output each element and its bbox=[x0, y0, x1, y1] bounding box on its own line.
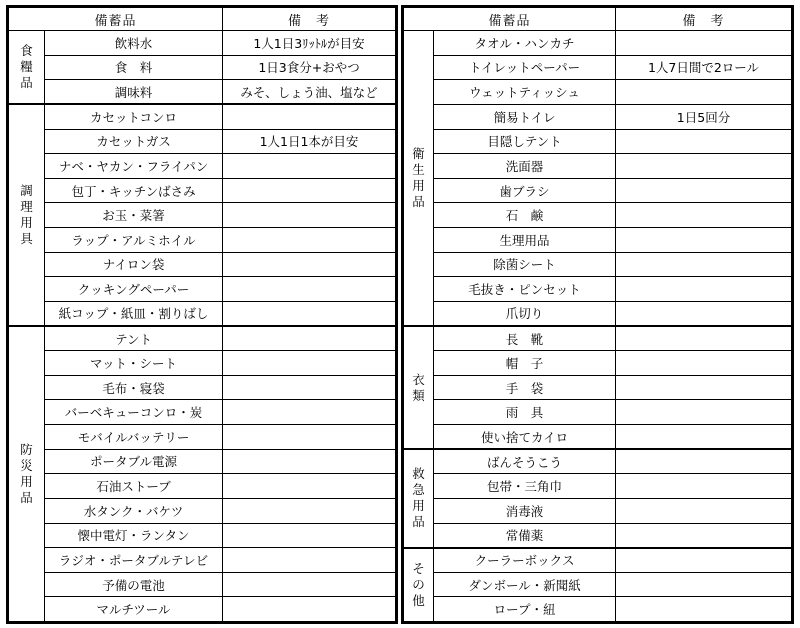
note-cell bbox=[223, 104, 396, 129]
table-row bbox=[9, 178, 396, 203]
table-row bbox=[9, 425, 396, 450]
table-row bbox=[404, 597, 792, 622]
table-row bbox=[404, 252, 792, 277]
left-table-panel bbox=[6, 5, 398, 624]
table-row bbox=[9, 154, 396, 179]
note-cell bbox=[616, 597, 792, 622]
note-cell bbox=[223, 301, 396, 326]
item-cell: ポータブル電源 bbox=[45, 449, 223, 474]
category-cell bbox=[404, 548, 434, 622]
item-cell: 使い捨てカイロ bbox=[434, 425, 616, 450]
table-row bbox=[9, 449, 396, 474]
item-cell: モバイルバッテリー bbox=[45, 425, 223, 450]
table-row bbox=[404, 523, 792, 548]
table-row bbox=[9, 548, 396, 573]
item-cell: 包丁・キッチンばさみ bbox=[45, 178, 223, 203]
note-cell bbox=[616, 277, 792, 302]
category-cell bbox=[404, 31, 434, 327]
table-row bbox=[404, 104, 792, 129]
category-cell bbox=[9, 31, 45, 105]
table-row bbox=[9, 400, 396, 425]
note-cell: 1人7日間で2ロール bbox=[616, 55, 792, 80]
note-cell bbox=[616, 252, 792, 277]
note-cell bbox=[616, 351, 792, 376]
category-label: 防災用品 bbox=[20, 442, 33, 505]
note-cell bbox=[616, 375, 792, 400]
note-cell bbox=[616, 301, 792, 326]
note-cell: みそ、しょう油、塩など bbox=[223, 80, 396, 105]
item-cell: 食 料 bbox=[45, 55, 223, 80]
table-row bbox=[9, 572, 396, 597]
item-cell: ナイロン袋 bbox=[45, 252, 223, 277]
table-row bbox=[9, 55, 396, 80]
left-table-body bbox=[9, 31, 396, 622]
category-label: 調理用具 bbox=[20, 183, 33, 247]
category-cell bbox=[404, 449, 434, 548]
table-row bbox=[404, 129, 792, 154]
item-cell: 石 鹸 bbox=[434, 203, 616, 228]
item-cell: クッキングペーパー bbox=[45, 277, 223, 302]
note-cell bbox=[223, 400, 396, 425]
note-cell bbox=[616, 498, 792, 523]
item-cell: マット・シート bbox=[45, 351, 223, 376]
item-cell: 目隠しテント bbox=[434, 129, 616, 154]
item-cell: カセットガス bbox=[45, 129, 223, 154]
note-cell bbox=[223, 178, 396, 203]
item-cell: 常備薬 bbox=[434, 523, 616, 548]
table-row bbox=[9, 351, 396, 376]
table-row bbox=[404, 55, 792, 80]
item-cell: 爪切り bbox=[434, 301, 616, 326]
item-cell: お玉・菜箸 bbox=[45, 203, 223, 228]
table-row bbox=[9, 326, 396, 351]
note-cell bbox=[616, 129, 792, 154]
item-cell: 調味料 bbox=[45, 80, 223, 105]
note-cell bbox=[616, 80, 792, 105]
left-header-item: 備蓄品 bbox=[9, 8, 223, 31]
table-row bbox=[404, 572, 792, 597]
table-row bbox=[404, 178, 792, 203]
note-cell bbox=[223, 572, 396, 597]
table-row bbox=[404, 31, 792, 56]
item-cell: ラップ・アルミホイル bbox=[45, 228, 223, 253]
left-header-note: 備 考 bbox=[223, 8, 396, 31]
table-row bbox=[404, 301, 792, 326]
table-row bbox=[9, 498, 396, 523]
category-cell bbox=[9, 104, 45, 326]
table-row bbox=[404, 228, 792, 253]
item-cell: ダンボール・新聞紙 bbox=[434, 572, 616, 597]
table-row bbox=[404, 277, 792, 302]
note-cell bbox=[223, 154, 396, 179]
item-cell: 飲料水 bbox=[45, 31, 223, 56]
note-cell: 1人1日3ﾘｯﾄﾙが目安 bbox=[223, 31, 396, 56]
table-row bbox=[404, 326, 792, 351]
note-cell bbox=[616, 326, 792, 351]
note-cell bbox=[223, 548, 396, 573]
table-row bbox=[404, 400, 792, 425]
item-cell: 予備の電池 bbox=[45, 572, 223, 597]
note-cell bbox=[223, 326, 396, 351]
item-cell: ばんそうこう bbox=[434, 449, 616, 474]
item-cell: ラジオ・ポータブルテレビ bbox=[45, 548, 223, 573]
table-row bbox=[404, 548, 792, 573]
item-cell: クーラーボックス bbox=[434, 548, 616, 573]
item-cell: 歯ブラシ bbox=[434, 178, 616, 203]
table-row bbox=[9, 203, 396, 228]
note-cell bbox=[616, 449, 792, 474]
right-header-note: 備 考 bbox=[616, 8, 792, 31]
note-cell bbox=[223, 474, 396, 499]
note-cell bbox=[616, 548, 792, 573]
note-cell bbox=[616, 400, 792, 425]
item-cell: 雨 具 bbox=[434, 400, 616, 425]
item-cell: マルチツール bbox=[45, 597, 223, 622]
category-label: 衣類 bbox=[412, 371, 425, 403]
item-cell: 毛抜き・ピンセット bbox=[434, 277, 616, 302]
note-cell bbox=[223, 597, 396, 622]
note-cell bbox=[223, 498, 396, 523]
item-cell: 水タンク・バケツ bbox=[45, 498, 223, 523]
note-cell bbox=[616, 572, 792, 597]
item-cell: ウェットティッシュ bbox=[434, 80, 616, 105]
item-cell: 生理用品 bbox=[434, 228, 616, 253]
category-cell bbox=[404, 326, 434, 449]
item-cell: バーベキューコンロ・炭 bbox=[45, 400, 223, 425]
item-cell: タオル・ハンカチ bbox=[434, 31, 616, 56]
item-cell: 除菌シート bbox=[434, 252, 616, 277]
table-row bbox=[9, 597, 396, 622]
table-row bbox=[9, 474, 396, 499]
note-cell bbox=[223, 277, 396, 302]
note-cell bbox=[616, 523, 792, 548]
item-cell: 懐中電灯・ランタン bbox=[45, 523, 223, 548]
note-cell: 1日5回分 bbox=[616, 104, 792, 129]
table-row bbox=[9, 301, 396, 326]
item-cell: テント bbox=[45, 326, 223, 351]
table-row bbox=[9, 104, 396, 129]
table-row bbox=[9, 228, 396, 253]
right-header-item: 備蓄品 bbox=[404, 8, 616, 31]
category-label: 救急用品 bbox=[412, 466, 425, 530]
note-cell bbox=[223, 523, 396, 548]
table-row bbox=[404, 375, 792, 400]
left-table bbox=[8, 7, 396, 622]
table-row bbox=[404, 154, 792, 179]
note-cell: 1人1日1本が目安 bbox=[223, 129, 396, 154]
table-row bbox=[9, 31, 396, 56]
table-row bbox=[404, 474, 792, 499]
table-row bbox=[404, 449, 792, 474]
table-row bbox=[9, 277, 396, 302]
table-row bbox=[9, 523, 396, 548]
right-table-body bbox=[404, 31, 792, 622]
note-cell bbox=[223, 425, 396, 450]
note-cell bbox=[616, 178, 792, 203]
table-row bbox=[9, 375, 396, 400]
note-cell bbox=[223, 228, 396, 253]
table-row bbox=[404, 203, 792, 228]
item-cell: 紙コップ・紙皿・割りばし bbox=[45, 301, 223, 326]
left-header-row bbox=[9, 8, 396, 31]
note-cell bbox=[223, 351, 396, 376]
item-cell: 長 靴 bbox=[434, 326, 616, 351]
right-header-row bbox=[404, 8, 792, 31]
item-cell: 石油ストーブ bbox=[45, 474, 223, 499]
table-row bbox=[404, 351, 792, 376]
right-table bbox=[403, 7, 792, 622]
item-cell: ロープ・紐 bbox=[434, 597, 616, 622]
table-row bbox=[404, 498, 792, 523]
note-cell bbox=[616, 203, 792, 228]
item-cell: トイレットペーパー bbox=[434, 55, 616, 80]
item-cell: 簡易トイレ bbox=[434, 104, 616, 129]
category-label: その他 bbox=[412, 560, 425, 608]
right-table-panel bbox=[401, 5, 794, 624]
category-label: 食糧品 bbox=[20, 43, 33, 91]
note-cell bbox=[616, 474, 792, 499]
table-row bbox=[9, 129, 396, 154]
note-cell bbox=[223, 375, 396, 400]
item-cell: 帽 子 bbox=[434, 351, 616, 376]
item-cell: 消毒液 bbox=[434, 498, 616, 523]
note-cell bbox=[223, 449, 396, 474]
note-cell bbox=[616, 228, 792, 253]
note-cell bbox=[616, 425, 792, 450]
item-cell: 包帯・三角巾 bbox=[434, 474, 616, 499]
category-cell bbox=[9, 326, 45, 622]
table-row bbox=[404, 425, 792, 450]
item-cell: ナベ・ヤカン・フライパン bbox=[45, 154, 223, 179]
table-row bbox=[9, 252, 396, 277]
item-cell: 手 袋 bbox=[434, 375, 616, 400]
item-cell: 洗面器 bbox=[434, 154, 616, 179]
note-cell bbox=[616, 154, 792, 179]
table-row bbox=[9, 80, 396, 105]
table-row bbox=[404, 80, 792, 105]
note-cell: 1日3食分+おやつ bbox=[223, 55, 396, 80]
note-cell bbox=[616, 31, 792, 56]
item-cell: 毛布・寝袋 bbox=[45, 375, 223, 400]
item-cell: カセットコンロ bbox=[45, 104, 223, 129]
note-cell bbox=[223, 203, 396, 228]
category-label: 衛生用品 bbox=[412, 146, 425, 209]
note-cell bbox=[223, 252, 396, 277]
